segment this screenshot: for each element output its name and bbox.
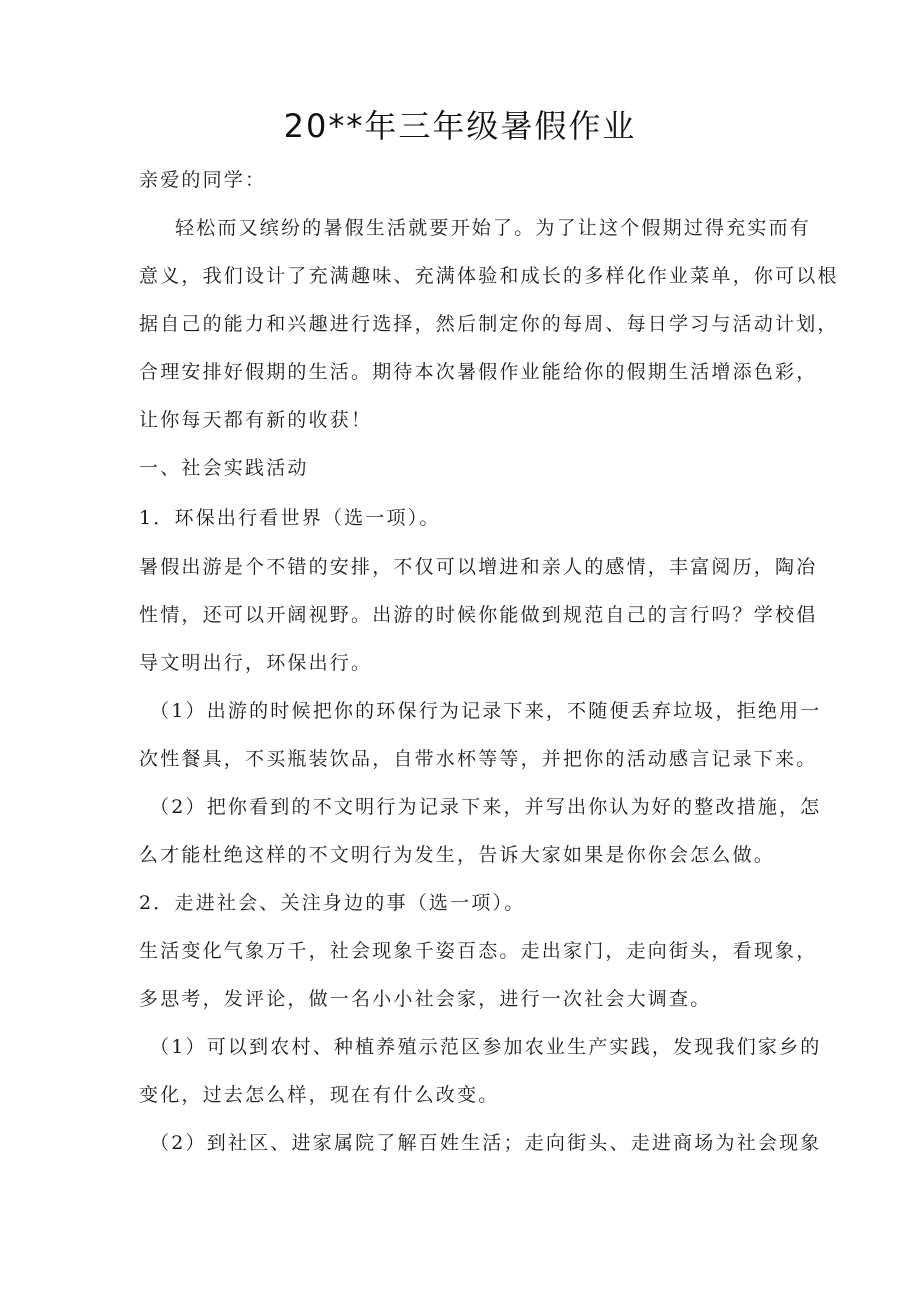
item-heading: 2．走进社会、关注身边的事（选一项）。 [139, 892, 526, 914]
option-line: （2）到社区、进家属院了解百姓生活；走向街头、走进商场为社会现象 [150, 1132, 822, 1154]
intro-line: 据自己的能力和兴趣进行选择，然后制定你的每周、每日学习与活动计划， [139, 313, 839, 335]
option-line: 次性餐具，不买瓶装饮品，自带水杯等等，并把你的活动感言记录下来。 [139, 748, 818, 770]
item-desc-line: 性情，还可以开阔视野。出游的时候你能做到规范自己的言行吗？学校倡 [139, 604, 818, 626]
item-desc-line: 多思考，发评论，做一名小小社会家，进行一次社会大调查。 [139, 988, 712, 1010]
option-line: 变化，过去怎么样，现在有什么改变。 [139, 1084, 500, 1106]
option-line: 么才能杜绝这样的不文明行为发生，告诉大家如果是你你会怎么做。 [139, 844, 776, 866]
item-heading: 1．环保出行看世界（选一项）。 [139, 507, 441, 529]
greeting: 亲爱的同学： [139, 169, 267, 191]
intro-line: 轻松而又缤纷的暑假生活就要开始了。为了让这个假期过得充实而有 [175, 217, 812, 239]
option-line: （1）可以到农村、种植养殖示范区参加农业生产实践，发现我们家乡的 [150, 1036, 822, 1058]
intro-line: 意义，我们设计了充满趣味、充满体验和成长的多样化作业菜单，你可以根 [139, 265, 839, 287]
item-desc-line: 导文明出行，环保出行。 [139, 652, 373, 674]
document-title: 20**年三年级暑假作业 [283, 107, 637, 145]
intro-line: 合理安排好假期的生活。期待本次暑假作业能给你的假期生活增添色彩， [139, 361, 818, 383]
item-desc-line: 暑假出游是个不错的安排，不仅可以增进和亲人的感情，丰富阅历，陶冶 [139, 556, 818, 578]
item-desc-line: 生活变化气象万千，社会现象千姿百态。走出家门，走向街头，看现象， [139, 940, 818, 962]
intro-line: 让你每天都有新的收获！ [139, 409, 373, 431]
option-line: （2）把你看到的不文明行为记录下来，并写出你认为好的整改措施，怎 [150, 796, 822, 818]
option-line: （1）出游的时候把你的环保行为记录下来，不随便丢弃垃圾，拒绝用一 [150, 700, 822, 722]
section-heading: 一、社会实践活动 [139, 457, 309, 479]
